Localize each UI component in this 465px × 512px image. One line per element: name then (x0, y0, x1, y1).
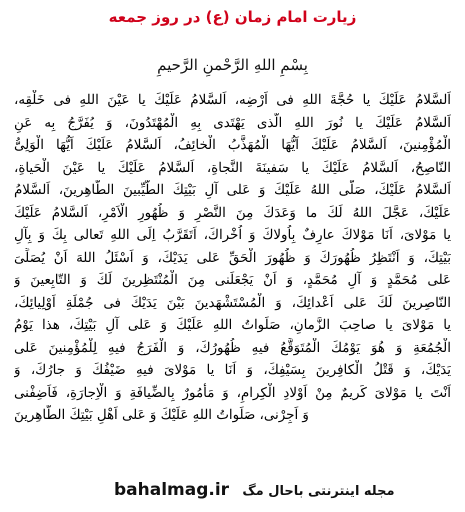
watermark-caption: مجله اینترنتی باحال مگ (242, 484, 395, 499)
bismillah-heading: بِسْمِ اللهِ الرَّحْمنِ الرَّحیمِ (157, 56, 308, 74)
text-line: اَنْتَ يا مَوْلاىَ كَريمٌ مِنْ اَوْلادِ الْكِرامِ، وَ مَأْمُورٌ بِالضِّيافَةِ وَ الْاِجارَةِ، فَاَضِفْنى (14, 385, 451, 401)
text-line: عَلى مُحَمَّدٍ وَ آلِ مُحَمَّدٍ، وَ اَنْ يَجْعَلَنى مِنَ الْمُنْتَظِرينَ لَكَ وَ التّابِعينَ وَ (14, 273, 451, 288)
site-watermark (110, 478, 401, 504)
text-line: النّاصِرينَ لَكَ عَلى اَعْدائِكَ، وَ الْمُسْتَشْهَدينَ بَيْنَ يَدَيْكَ فى جُمْلَةِ اَوْلِيائِكَ، (14, 295, 451, 311)
text-line: عَلَيْكَ، عَجَّلَ اللهُ لَكَ ما وَعَدَكَ مِنَ النَّصْرِ وَ ظُهُورِ الْاَمْرِ، اَلسَّلامُ عَلَيْكَ (14, 205, 451, 221)
text-line: يا مَوْلاىَ، اَنَا مَوْلاكَ عارِفٌ بِاُولاكَ وَ اُخْراكَ، اَتَقَرَّبُ اِلَى اللهِ تَعالى بِكَ وَ بِآلِ (14, 228, 451, 243)
watermark-site: bahalmag.ir (114, 480, 230, 500)
text-line: اَلسَّلامُ عَلَيْكَ يا حُجَّةَ اللهِ فى اَرْضِه، اَلسَّلامُ عَلَيْكَ يا عَيْنَ اللهِ فى خَلْقِه، (14, 93, 451, 108)
text-line: الْمُؤْمِنينَ، اَلسَّلامُ عَلَيْكَ اَيُّهَا الْمُهَذَّبُ الْخائِفُ، اَلسَّلامُ عَلَيْكَ اَيُّهَا الْوَلِىُّ (14, 138, 451, 153)
prayer-text (14, 90, 451, 428)
text-line: النّاصِحُ، اَلسَّلامُ عَلَيْكَ يا سَفينَةَ النَّجاةِ، اَلسَّلامُ عَلَيْكَ يا عَيْنَ الْحَياةِ، (14, 160, 451, 176)
text-line: يَدَيْكَ، وَ قَتْلُ الْكافِرينَ بِسَيْفِكَ، وَ اَنَا يا مَوْلاىَ فيهِ ضَيْفُكَ وَ جارُكَ، وَ (14, 363, 451, 378)
text-line: يا مَوْلاىَ يا صاحِبَ الزَّمانِ، صَلَواتُ اللهِ عَلَيْكَ وَ عَلى آلِ بَيْتِكَ، هذا يَوْمُ (14, 318, 451, 333)
text-line: الْجُمُعَةِ وَ هُوَ يَوْمُكَ الْمُتَوَقَّعُ فيهِ ظُهُورُكَ، وَ الْفَرَجُ فيهِ لِلْمُؤْمِنينَ عَلى (14, 340, 451, 356)
text-line: وَ اَجِرْنى، صَلَواتُ اللهِ عَلَيْكَ وَ عَلى اَهْلِ بَيْتِكَ الطّاهِرينَ (14, 408, 309, 423)
text-line: اَلسَّلامُ عَلَيْكَ يا نُورَ اللهِ الَّذى يَهْتَدى بِهِ الْمُهْتَدُونَ، وَ يُفَرَّجُ بِه عَنِ (14, 115, 451, 131)
page-title: زیارت امام زمان (ع) در روز جمعه (108, 8, 357, 26)
text-line: بَيْتِكَ، وَ اَنْتَظِرُ ظُهُورَكَ وَ ظُهُورَ الْحَقِّ عَلى يَدَيْكَ، وَ اَسْئَلُ اللهَ اَنْ يُصَلِّىَ (14, 250, 451, 266)
text-line: اَلسَّلامُ عَلَيْكَ، صَلَّى اللهُ عَلَيْكَ وَ عَلى آلِ بَيْتِكَ الطَّيِّبينَ الطّاهِرينَ، اَلسَّلامُ (14, 183, 451, 198)
